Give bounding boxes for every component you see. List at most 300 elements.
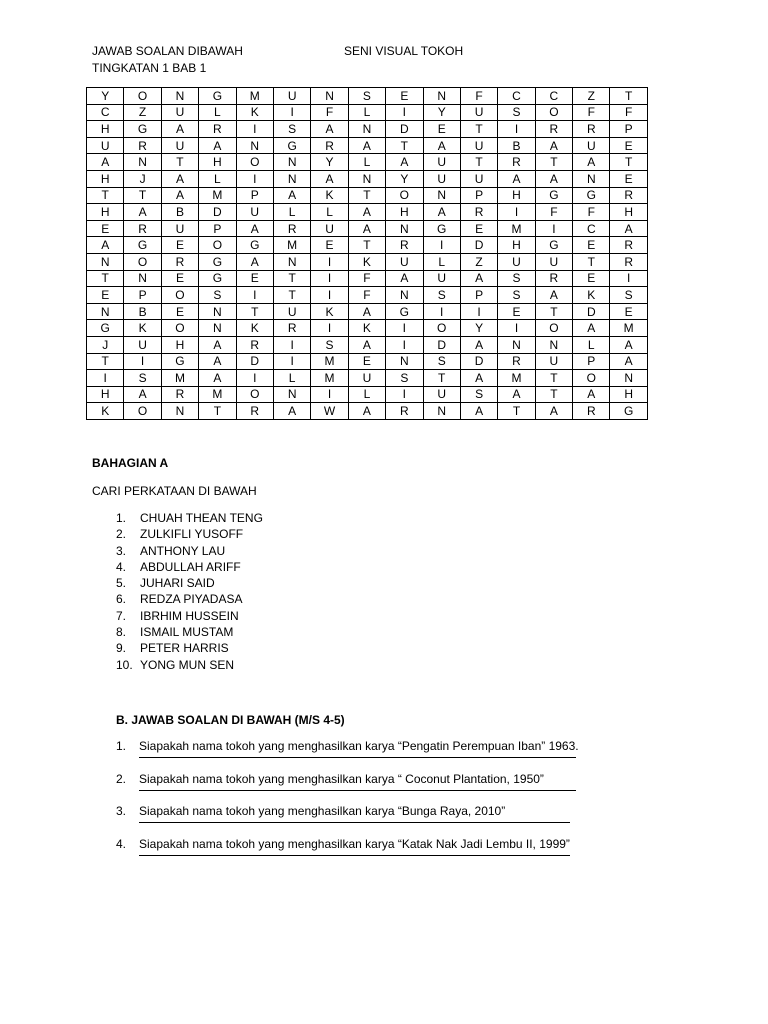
answer-line[interactable] [139,789,576,791]
grid-cell: F [610,104,647,121]
grid-cell: O [423,320,460,337]
grid-cell: N [273,170,310,187]
worksheet-instruction-title: JAWAB SOALAN DIBAWAH [92,44,243,58]
grid-cell: C [498,88,535,105]
grid-cell: L [199,170,236,187]
grid-cell: D [199,204,236,221]
grid-cell: A [348,336,385,353]
question-text: Siapakah nama tokoh yang menghasilkan karya “ Coconut Plantation, 1950” [139,771,544,786]
grid-cell: O [124,253,161,270]
word-search-grid [86,87,648,420]
grid-cell: O [386,187,423,204]
grid-cell: O [535,104,572,121]
grid-cell: A [610,220,647,237]
grid-cell: H [87,170,124,187]
grid-cell: A [610,336,647,353]
grid-cell: U [460,137,497,154]
grid-cell: R [236,403,273,420]
grid-cell: T [124,187,161,204]
grid-cell: E [610,137,647,154]
word-number: 4. [116,559,127,574]
question-item [116,739,579,772]
grid-cell: B [161,204,198,221]
grid-cell: T [423,370,460,387]
grid-row [87,154,648,171]
grid-cell: S [311,336,348,353]
grid-cell: U [460,170,497,187]
word-text: REDZA PIYADASA [140,592,243,607]
grid-cell: H [498,187,535,204]
grid-cell: I [311,253,348,270]
grid-cell: G [87,320,124,337]
grid-cell: R [311,137,348,154]
grid-cell: T [535,386,572,403]
grid-cell: A [124,204,161,221]
grid-cell: G [199,253,236,270]
grid-cell: T [535,303,572,320]
grid-cell: D [423,336,460,353]
grid-cell: A [535,403,572,420]
word-text: ZULKIFLI YUSOFF [140,527,244,542]
grid-cell: K [311,187,348,204]
grid-cell: W [311,403,348,420]
grid-cell: N [348,121,385,138]
grid-cell: K [124,320,161,337]
grid-cell: E [386,88,423,105]
grid-cell: N [610,370,647,387]
grid-cell: Y [311,154,348,171]
grid-cell: L [199,104,236,121]
grid-cell: S [199,287,236,304]
grid-cell: R [610,253,647,270]
grid-cell: T [535,370,572,387]
grid-cell: A [386,154,423,171]
grid-cell: N [87,253,124,270]
grid-cell: I [273,336,310,353]
grid-cell: A [535,137,572,154]
grid-cell: A [535,287,572,304]
grid-cell: A [161,187,198,204]
grid-cell: L [348,154,385,171]
grid-cell: E [460,220,497,237]
question-number: 1. [116,739,127,753]
grid-cell: P [236,187,273,204]
grid-cell: O [124,403,161,420]
grid-row [87,287,648,304]
grid-cell: L [273,370,310,387]
grid-cell: N [124,154,161,171]
grid-cell: K [573,287,610,304]
grid-cell: T [535,154,572,171]
grid-cell: H [386,204,423,221]
grid-cell: I [386,386,423,403]
grid-row [87,353,648,370]
question-text: Siapakah nama tokoh yang menghasilkan karya “Katak Nak Jadi Lembu II, 1999” [139,836,570,851]
grid-cell: G [161,353,198,370]
grid-cell: U [161,137,198,154]
grid-cell: H [498,237,535,254]
grid-cell: R [535,121,572,138]
grid-cell: A [199,370,236,387]
grid-cell: O [199,237,236,254]
grid-cell: R [386,403,423,420]
grid-cell: G [199,270,236,287]
grid-cell: E [236,270,273,287]
grid-cell: E [423,121,460,138]
grid-cell: I [498,320,535,337]
grid-cell: I [386,104,423,121]
grid-cell: A [348,204,385,221]
grid-cell: M [236,88,273,105]
grid-cell: U [311,220,348,237]
grid-cell: U [124,336,161,353]
grid-cell: K [87,403,124,420]
grid-row [87,370,648,387]
grid-cell: U [498,253,535,270]
grid-cell: U [348,370,385,387]
grid-cell: I [460,303,497,320]
grid-cell: I [124,353,161,370]
grid-cell: T [498,403,535,420]
grid-cell: N [573,170,610,187]
grid-cell: N [273,154,310,171]
grid-cell: N [199,320,236,337]
grid-cell: A [573,154,610,171]
grid-cell: M [498,220,535,237]
grid-cell: J [87,336,124,353]
grid-cell: S [460,386,497,403]
grid-cell: A [423,204,460,221]
word-number: 9. [116,641,127,656]
word-list-item [116,559,263,575]
grid-cell: H [161,336,198,353]
grid-cell: G [610,403,647,420]
word-number: 1. [116,511,127,525]
grid-row [87,403,648,420]
grid-cell: A [199,137,236,154]
grid-cell: I [535,220,572,237]
grid-row [87,237,648,254]
grid-cell: R [124,137,161,154]
grid-cell: Y [87,88,124,105]
word-text: ANTHONY LAU [140,543,226,558]
grid-cell: U [423,170,460,187]
grid-cell: L [423,253,460,270]
grid-cell: E [610,170,647,187]
grid-cell: I [423,303,460,320]
grid-cell: R [236,336,273,353]
grid-cell: T [273,287,310,304]
section-a-instruction: CARI PERKATAAN DI BAWAH [92,484,257,498]
grid-row [87,204,648,221]
question-list [116,739,579,869]
grid-cell: I [273,353,310,370]
grid-cell: A [460,370,497,387]
grid-cell: A [87,154,124,171]
grid-cell: N [87,303,124,320]
grid-cell: N [498,336,535,353]
grid-cell: F [348,287,385,304]
grid-cell: T [610,154,647,171]
grid-cell: I [236,170,273,187]
grid-row [87,104,648,121]
grid-cell: S [423,353,460,370]
grid-cell: E [87,287,124,304]
grid-cell: A [199,336,236,353]
grid-cell: E [161,303,198,320]
grid-cell: H [87,204,124,221]
word-number: 5. [116,576,127,591]
grid-cell: M [498,370,535,387]
grid-cell: G [236,237,273,254]
word-list-item [116,657,263,673]
grid-cell: I [386,320,423,337]
grid-cell: I [87,370,124,387]
grid-cell: N [386,353,423,370]
grid-cell: A [498,170,535,187]
grid-cell: H [199,154,236,171]
grid-cell: G [535,237,572,254]
grid-cell: I [498,121,535,138]
grid-cell: D [460,237,497,254]
grid-cell: A [423,137,460,154]
grid-cell: U [161,104,198,121]
grid-cell: M [199,386,236,403]
grid-cell: R [610,187,647,204]
grid-cell: N [273,253,310,270]
grid-row [87,170,648,187]
answer-line[interactable] [139,854,570,856]
grid-cell: N [386,287,423,304]
grid-cell: G [124,121,161,138]
grid-cell: M [273,237,310,254]
grid-cell: K [236,104,273,121]
grid-cell: R [460,204,497,221]
grid-cell: G [273,137,310,154]
question-item [116,837,579,870]
question-item [116,804,579,837]
grid-cell: M [161,370,198,387]
grid-cell: N [423,187,460,204]
grid-cell: E [573,237,610,254]
grid-cell: P [460,187,497,204]
word-list [116,510,263,673]
grid-row [87,121,648,138]
grid-cell: N [535,336,572,353]
answer-line[interactable] [139,821,570,823]
grid-cell: T [460,121,497,138]
grid-cell: G [199,88,236,105]
grid-cell: A [498,386,535,403]
grid-cell: I [311,386,348,403]
grid-cell: U [161,220,198,237]
grid-cell: L [311,204,348,221]
grid-cell: G [423,220,460,237]
grid-cell: A [199,353,236,370]
word-number: 10. [116,657,133,672]
grid-row [87,220,648,237]
grid-cell: Z [124,104,161,121]
worksheet-form-chapter: TINGKATAN 1 BAB 1 [92,61,207,75]
answer-line[interactable] [139,756,576,758]
grid-cell: Z [573,88,610,105]
section-a-heading: BAHAGIAN A [92,456,169,470]
grid-cell: H [610,386,647,403]
grid-cell: K [348,320,385,337]
grid-cell: S [498,287,535,304]
grid-cell: N [161,403,198,420]
grid-cell: A [124,386,161,403]
grid-cell: H [610,204,647,221]
grid-cell: G [535,187,572,204]
grid-cell: P [610,121,647,138]
grid-cell: T [273,270,310,287]
grid-cell: A [311,121,348,138]
grid-cell: A [236,220,273,237]
word-number: 3. [116,543,127,558]
grid-cell: H [87,386,124,403]
grid-cell: U [535,253,572,270]
question-number: 4. [116,836,127,851]
grid-cell: S [348,88,385,105]
grid-row [87,386,648,403]
grid-cell: L [348,386,385,403]
grid-cell: F [535,204,572,221]
grid-cell: E [311,237,348,254]
grid-cell: R [124,220,161,237]
grid-cell: E [161,270,198,287]
grid-cell: I [236,121,273,138]
grid-cell: I [311,287,348,304]
word-number: 8. [116,625,127,640]
grid-cell: A [273,187,310,204]
grid-cell: A [161,170,198,187]
grid-cell: I [236,370,273,387]
grid-cell: T [573,253,610,270]
grid-cell: N [311,88,348,105]
grid-cell: M [311,353,348,370]
grid-cell: O [535,320,572,337]
grid-cell: O [236,154,273,171]
grid-cell: O [161,320,198,337]
grid-cell: N [386,220,423,237]
grid-cell: N [423,88,460,105]
grid-cell: N [161,88,198,105]
section-b-heading: B. JAWAB SOALAN DI BAWAH (M/S 4-5) [116,713,345,727]
grid-cell: T [161,154,198,171]
grid-cell: N [273,386,310,403]
grid-cell: T [87,187,124,204]
question-item [116,772,579,805]
grid-cell: Y [460,320,497,337]
word-list-item [116,526,263,542]
grid-cell: U [236,204,273,221]
grid-cell: R [199,121,236,138]
grid-cell: Y [423,104,460,121]
grid-cell: U [273,88,310,105]
grid-cell: S [610,287,647,304]
worksheet-subject-title: SENI VISUAL TOKOH [344,44,464,58]
word-text: ISMAIL MUSTAM [140,625,234,640]
grid-cell: C [87,104,124,121]
grid-cell: E [573,270,610,287]
grid-row [87,303,648,320]
grid-cell: R [161,253,198,270]
question-text: Siapakah nama tokoh yang menghasilkan karya “Pengatin Perempuan Iban” 1963. [139,739,579,753]
word-number: 2. [116,527,127,542]
grid-row [87,336,648,353]
grid-cell: I [311,320,348,337]
grid-cell: L [348,104,385,121]
grid-cell: R [161,386,198,403]
grid-cell: I [610,270,647,287]
grid-row [87,320,648,337]
grid-cell: A [573,320,610,337]
grid-cell: U [273,303,310,320]
grid-cell: D [460,353,497,370]
word-list-item [116,591,263,607]
grid-cell: S [273,121,310,138]
grid-cell: N [124,270,161,287]
grid-cell: R [573,121,610,138]
grid-cell: R [535,270,572,287]
grid-cell: N [348,170,385,187]
word-list-item [116,543,263,559]
grid-cell: K [236,320,273,337]
word-text: IBRHIM HUSSEIN [140,608,239,623]
grid-cell: F [573,204,610,221]
grid-cell: U [573,137,610,154]
grid-cell: A [348,137,385,154]
grid-cell: B [124,303,161,320]
word-text: YONG MUN SEN [140,657,235,672]
grid-cell: B [498,137,535,154]
grid-cell: C [535,88,572,105]
grid-cell: S [386,370,423,387]
grid-cell: E [610,303,647,320]
grid-cell: T [236,303,273,320]
word-list-item [116,608,263,624]
grid-cell: A [236,253,273,270]
grid-cell: A [460,336,497,353]
grid-cell: S [498,104,535,121]
grid-cell: S [498,270,535,287]
grid-cell: U [423,386,460,403]
grid-cell: I [236,287,273,304]
grid-row [87,137,648,154]
grid-cell: U [423,270,460,287]
grid-cell: D [386,121,423,138]
grid-cell: D [236,353,273,370]
grid-cell: E [87,220,124,237]
grid-cell: S [124,370,161,387]
grid-cell: E [498,303,535,320]
grid-cell: R [273,320,310,337]
grid-cell: T [386,137,423,154]
grid-cell: T [348,237,385,254]
grid-cell: U [460,104,497,121]
grid-cell: A [87,237,124,254]
grid-cell: G [573,187,610,204]
grid-cell: P [124,287,161,304]
grid-cell: K [311,303,348,320]
grid-cell: T [348,187,385,204]
grid-cell: P [199,220,236,237]
grid-cell: I [386,336,423,353]
grid-row [87,270,648,287]
grid-cell: S [423,287,460,304]
grid-cell: I [311,270,348,287]
